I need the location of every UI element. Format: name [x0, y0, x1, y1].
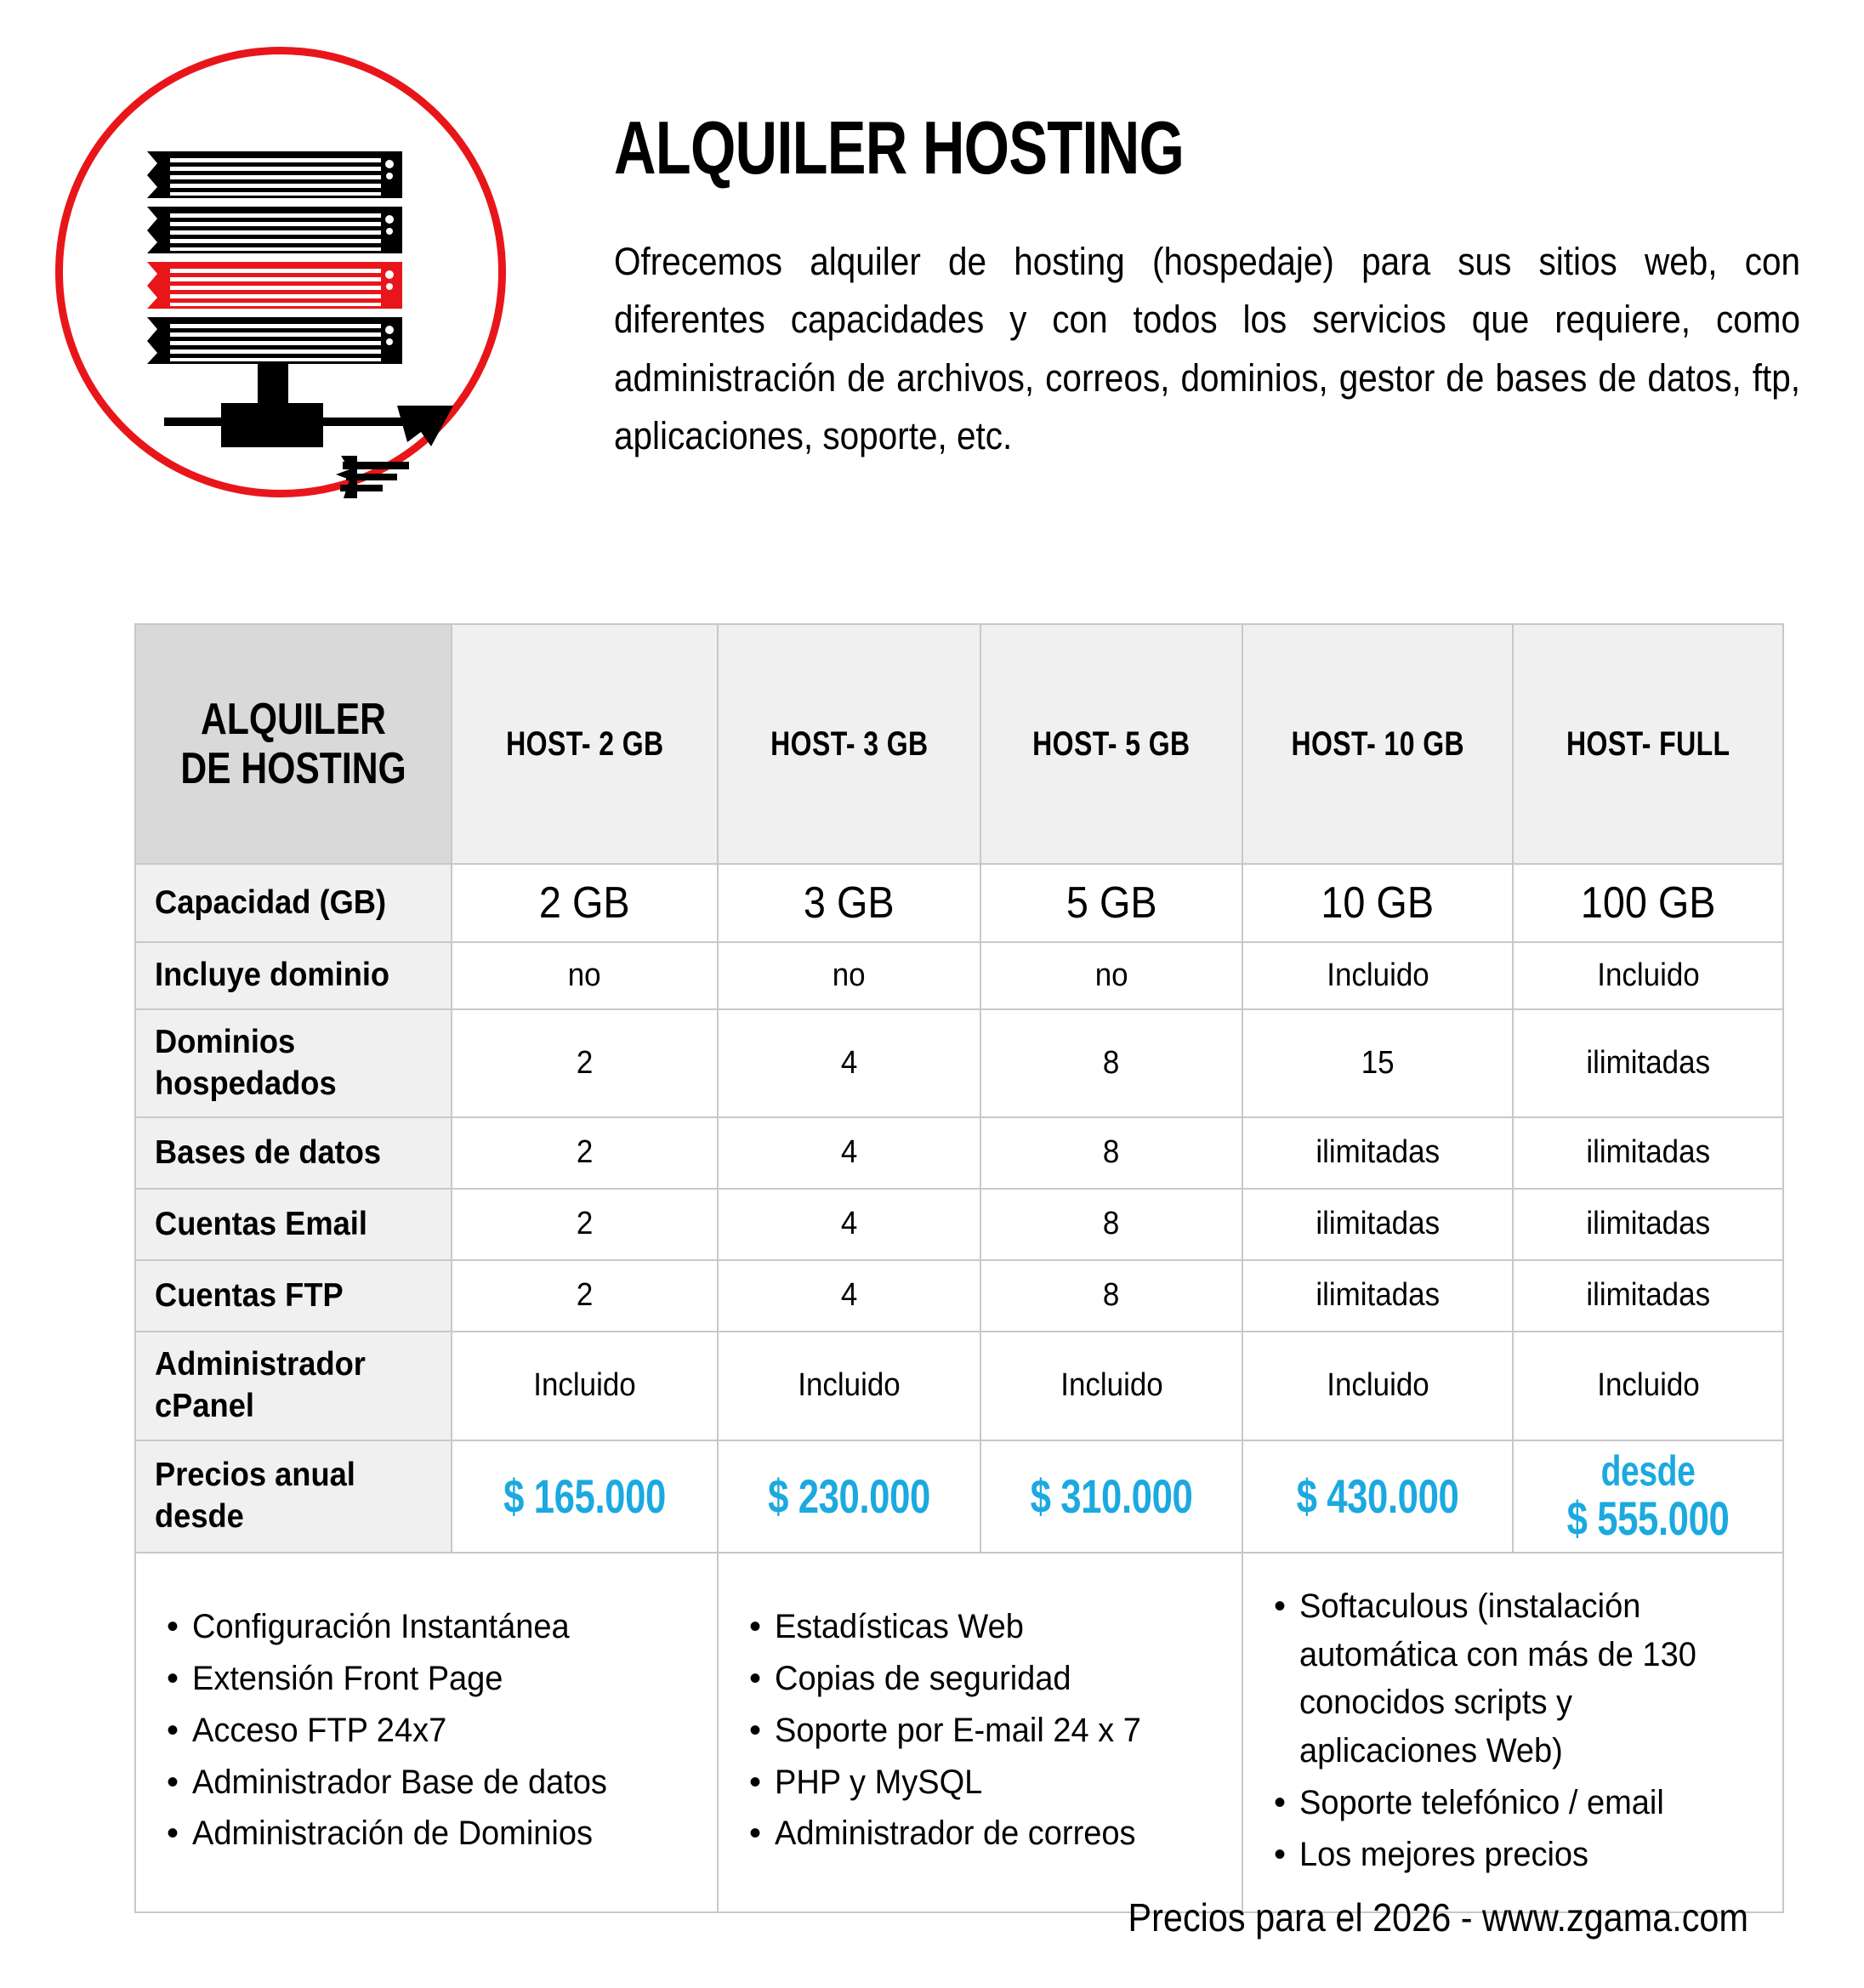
cell-ftp-3gb: 4: [718, 1260, 980, 1332]
cell-capacidad-2gb: 2 GB: [452, 864, 718, 942]
pricing-table: [134, 623, 1784, 1913]
cell-cpanel-2gb: Incluido: [452, 1332, 718, 1440]
server-rack-icon: [47, 26, 523, 510]
list-item: • Configuración Instantánea: [167, 1603, 695, 1651]
cell-capacidad-5gb: 5 GB: [980, 864, 1242, 942]
table-header-row: [135, 624, 1783, 864]
table-row-precios: [135, 1440, 1783, 1553]
features-column-2: [718, 1553, 1242, 1912]
corner-title-text: ALQUILER DE HOSTING: [180, 694, 406, 793]
cell-dominios-full: ilimitadas: [1513, 1009, 1783, 1118]
cell-dominios-2gb: 2: [452, 1009, 718, 1118]
cell-email-full: ilimitadas: [1513, 1189, 1783, 1260]
pricing-table-wrapper: [134, 623, 1782, 1913]
row-label-precios-anual: Precios anual desde: [135, 1440, 452, 1553]
price-host-5gb: [980, 1440, 1242, 1553]
table-corner-title: [135, 624, 452, 864]
price-amount-5gb: $ 310.000: [1030, 1469, 1193, 1524]
list-item: • Softaculous (instalación automática con más de 130 conocidos scripts y aplicaciones Web): [1274, 1582, 1760, 1775]
features-list-3: [1274, 1582, 1760, 1879]
table-row-dominios-hospedados: [135, 1009, 1783, 1118]
cell-bd-3gb: 4: [718, 1117, 980, 1189]
row-label-cuentas-email: Cuentas Email: [135, 1189, 452, 1260]
features-column-3: [1242, 1553, 1783, 1912]
footer-note: [1094, 1894, 1782, 1940]
list-item: • Administración de Dominios: [167, 1809, 695, 1858]
features-list-1: [167, 1603, 695, 1858]
plan-header-host-full: HOST- FULL: [1513, 624, 1783, 864]
cell-capacidad-3gb: 3 GB: [718, 864, 980, 942]
cell-incluye-dominio-10gb: Incluido: [1242, 942, 1513, 1009]
list-item: • Administrador Base de datos: [167, 1758, 695, 1807]
table-row-administrador-cpanel: [135, 1332, 1783, 1440]
table-row-incluye-dominio: [135, 942, 1783, 1009]
list-item: • Extensión Front Page: [167, 1655, 695, 1703]
intro-paragraph: Ofrecemos alquiler de hosting (hospedaje) para sus sitios web, con diferentes capacidades y con todos los servicios que requiere, como administración de archivos, correos, dominios, gestor de bases de datos, ftp, aplicaciones, soporte, etc.: [614, 240, 1800, 458]
cell-dominios-3gb: 4: [718, 1009, 980, 1118]
table-row-features: [135, 1553, 1783, 1912]
cell-ftp-full: ilimitadas: [1513, 1260, 1783, 1332]
cell-bd-2gb: 2: [452, 1117, 718, 1189]
cell-email-5gb: 8: [980, 1189, 1242, 1260]
list-item: • Soporte telefónico / email: [1274, 1779, 1760, 1827]
price-host-full: [1513, 1440, 1783, 1553]
cell-cpanel-3gb: Incluido: [718, 1332, 980, 1440]
row-label-cuentas-ftp: Cuentas FTP: [135, 1260, 452, 1332]
features-list-2: [749, 1603, 1219, 1858]
cell-dominios-10gb: 15: [1242, 1009, 1513, 1118]
price-host-2gb: [452, 1440, 718, 1553]
row-label-administrador-cpanel: Administrador cPanel: [135, 1332, 452, 1440]
list-item: • Los mejores precios: [1274, 1831, 1760, 1879]
cell-cpanel-10gb: Incluido: [1242, 1332, 1513, 1440]
plan-header-host-5gb: HOST- 5 GB: [980, 624, 1242, 864]
cell-bd-5gb: 8: [980, 1117, 1242, 1189]
price-amount-full: $ 555.000: [1566, 1491, 1730, 1546]
price-host-3gb: [718, 1440, 980, 1553]
cell-cpanel-5gb: Incluido: [980, 1332, 1242, 1440]
footer-text: Precios para el 2026 - www.zgama.com: [1128, 1895, 1748, 1940]
list-item: • PHP y MySQL: [749, 1758, 1219, 1807]
plan-header-host-10gb: HOST- 10 GB: [1242, 624, 1513, 864]
cell-cpanel-full: Incluido: [1513, 1332, 1783, 1440]
cell-capacidad-10gb: 10 GB: [1242, 864, 1513, 942]
cell-capacidad-full: 100 GB: [1513, 864, 1783, 942]
list-item: • Estadísticas Web: [749, 1603, 1219, 1651]
list-item: • Copias de seguridad: [749, 1655, 1219, 1703]
cell-email-10gb: ilimitadas: [1242, 1189, 1513, 1260]
list-item: • Acceso FTP 24x7: [167, 1707, 695, 1755]
table-row-bases-de-datos: [135, 1117, 1783, 1189]
cell-email-2gb: 2: [452, 1189, 718, 1260]
page-title: ALQUILER HOSTING: [614, 105, 1185, 190]
header-text-block: [614, 105, 1800, 466]
cell-bd-full: ilimitadas: [1513, 1117, 1783, 1189]
table-row-cuentas-email: [135, 1189, 1783, 1260]
price-amount-3gb: $ 230.000: [768, 1469, 930, 1524]
cell-ftp-2gb: 2: [452, 1260, 718, 1332]
row-label-capacidad: Capacidad (GB): [135, 864, 452, 942]
table-row-capacidad: [135, 864, 1783, 942]
cell-bd-10gb: ilimitadas: [1242, 1117, 1513, 1189]
list-item: • Soporte por E-mail 24 x 7: [749, 1707, 1219, 1755]
cell-ftp-5gb: 8: [980, 1260, 1242, 1332]
cell-incluye-dominio-5gb: no: [980, 942, 1242, 1009]
cell-incluye-dominio-2gb: no: [452, 942, 718, 1009]
price-host-10gb: [1242, 1440, 1513, 1553]
logo: [47, 26, 523, 510]
price-amount-10gb: $ 430.000: [1296, 1469, 1459, 1524]
row-label-bases-de-datos: Bases de datos: [135, 1117, 452, 1189]
plan-header-host-2gb: HOST- 2 GB: [452, 624, 718, 864]
row-label-incluye-dominio: Incluye dominio: [135, 942, 452, 1009]
table-row-cuentas-ftp: [135, 1260, 1783, 1332]
price-prefix-full: desde: [1600, 1447, 1696, 1496]
row-label-dominios-hospedados: Dominios hospedados: [135, 1009, 452, 1118]
cell-dominios-5gb: 8: [980, 1009, 1242, 1118]
price-amount-2gb: $ 165.000: [503, 1469, 666, 1524]
plan-header-host-3gb: HOST- 3 GB: [718, 624, 980, 864]
cell-incluye-dominio-3gb: no: [718, 942, 980, 1009]
list-item: • Administrador de correos: [749, 1809, 1219, 1858]
cell-incluye-dominio-full: Incluido: [1513, 942, 1783, 1009]
features-column-1: [135, 1553, 718, 1912]
cell-ftp-10gb: ilimitadas: [1242, 1260, 1513, 1332]
cell-email-3gb: 4: [718, 1189, 980, 1260]
page-header: [0, 0, 1864, 561]
